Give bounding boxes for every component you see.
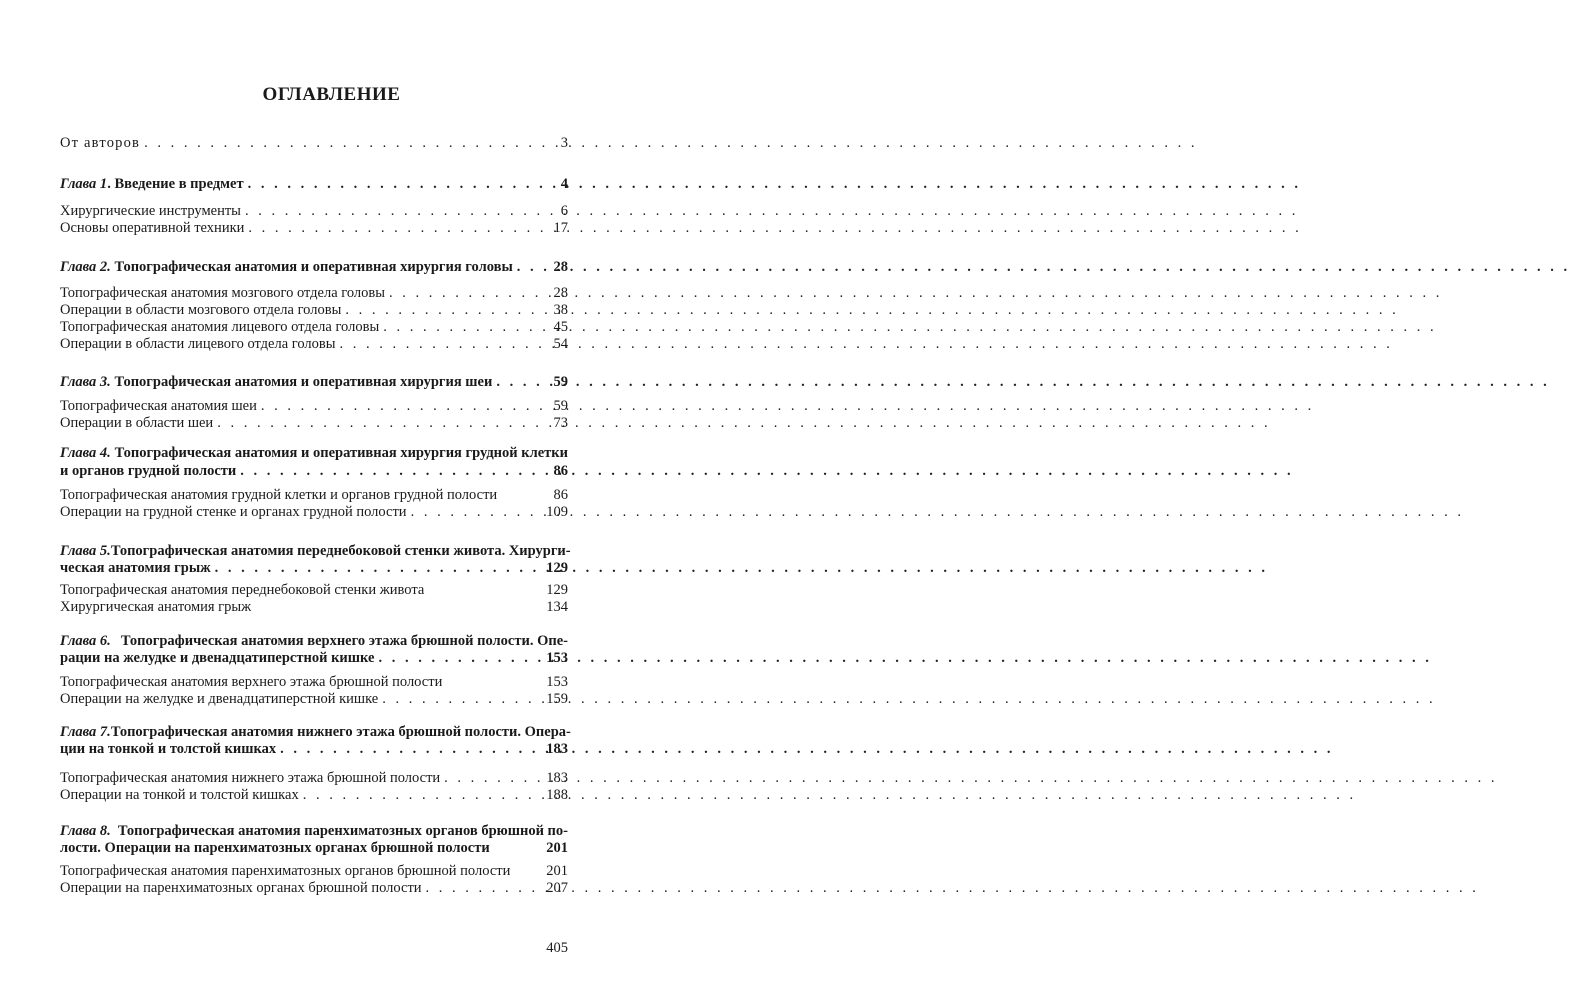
toc-page-number: 28 bbox=[553, 259, 568, 275]
toc-page-number: 86 bbox=[553, 463, 568, 479]
toc-chapter-3[interactable] bbox=[60, 372, 568, 392]
chapter-title: . Введение в предмет bbox=[107, 176, 244, 192]
chapter-label: Глава 6. bbox=[60, 633, 111, 649]
toc-chapter-6[interactable] bbox=[60, 648, 568, 668]
toc-entry-text: Топографическая анатомия нижнего этажа брюшной полости bbox=[60, 770, 441, 786]
dot-leader bbox=[517, 257, 540, 277]
dot-leader bbox=[426, 878, 540, 898]
toc-page-number: 17 bbox=[553, 220, 568, 236]
dot-leader bbox=[217, 413, 540, 433]
dot-leader bbox=[303, 785, 540, 805]
toc-chapter-8[interactable] bbox=[60, 838, 568, 858]
toc-entry-text: Топографическая анатомия верхнего этажа брюшной полости bbox=[60, 674, 443, 690]
chapter-title-cont: ческая анатомия грыж bbox=[60, 560, 211, 576]
dot-leader bbox=[340, 334, 540, 354]
toc-page-number: 59 bbox=[553, 398, 568, 414]
toc-page-number: 183 bbox=[546, 770, 568, 786]
toc-entry[interactable] bbox=[60, 502, 568, 522]
toc-entry-text: Основы оперативной техники bbox=[60, 220, 245, 236]
toc-page-number: 54 bbox=[553, 336, 568, 352]
chapter-title: Топографическая анатомия и оперативная хирургия грудной клетки bbox=[114, 445, 568, 461]
dot-leader bbox=[280, 739, 540, 759]
toc-page-number: 129 bbox=[546, 560, 568, 576]
toc-entry-text: Топографическая анатомия грудной клетки и органов грудной полости bbox=[60, 487, 498, 503]
page-title: ОГЛАВЛЕНИЕ bbox=[262, 84, 401, 105]
toc-page-number: 45 bbox=[553, 319, 568, 335]
chapter-label: Глава 1 bbox=[60, 176, 108, 192]
toc-page-number: 183 bbox=[546, 741, 568, 757]
toc-chapter-7[interactable] bbox=[60, 739, 568, 759]
chapter-label: Глава 4. bbox=[60, 445, 111, 461]
toc-page-number: 207 bbox=[546, 880, 568, 896]
toc-entry-intro[interactable] bbox=[60, 133, 568, 153]
toc-entry-text: Топографическая анатомия мозгового отдела головы bbox=[60, 285, 385, 301]
toc-entry[interactable] bbox=[60, 413, 568, 433]
toc-page-number: 188 bbox=[546, 787, 568, 803]
dot-leader bbox=[378, 648, 540, 668]
toc-entry[interactable] bbox=[60, 218, 568, 238]
toc-page-number: 4 bbox=[560, 176, 568, 192]
toc-chapter-4-line1[interactable] bbox=[60, 443, 568, 463]
toc-entry-text: Хирургическая анатомия грыж bbox=[60, 599, 252, 615]
toc-entry-text: От авторов bbox=[60, 135, 141, 151]
chapter-title-cont: ции на тонкой и толстой кишках bbox=[60, 741, 277, 757]
toc-page bbox=[0, 0, 663, 1001]
chapter-title: Топографическая анатомия и оперативная хирургия шеи bbox=[110, 374, 493, 390]
toc-entry-text: Топографическая анатомия шеи bbox=[60, 398, 257, 414]
chapter-label: Глава 7. bbox=[60, 724, 111, 740]
toc-page-number: 28 bbox=[553, 285, 568, 301]
dot-leader bbox=[240, 461, 540, 481]
toc-entry[interactable] bbox=[60, 785, 568, 805]
toc-entry[interactable] bbox=[60, 597, 568, 617]
chapter-title: Топографическая анатомия и оперативная хирургия головы bbox=[110, 259, 513, 275]
toc-entry-text: Операции в области лицевого отдела головы bbox=[60, 336, 336, 352]
toc-entry-text: Операции в области шеи bbox=[60, 415, 214, 431]
chapter-title: Топографическая анатомия нижнего этажа брюшной полости. Опера- bbox=[110, 724, 571, 740]
toc-page-number: 201 bbox=[546, 840, 568, 856]
chapter-title-cont: лости. Операции на паренхиматозных органах брюшной полости bbox=[60, 840, 490, 856]
toc-page-number: 59 bbox=[553, 374, 568, 390]
chapter-title: Топографическая анатомия верхнего этажа брюшной полости. Опе- bbox=[120, 633, 568, 649]
toc-chapter-5[interactable] bbox=[60, 558, 568, 578]
toc-page-number: 109 bbox=[546, 504, 568, 520]
toc-chapter-1[interactable] bbox=[60, 174, 568, 194]
toc-entry-text: Операции на тонкой и толстой кишках bbox=[60, 787, 299, 803]
toc-page-number: 201 bbox=[546, 863, 568, 879]
toc-page-number: 3 bbox=[560, 135, 568, 151]
dot-leader bbox=[215, 558, 540, 578]
toc-chapter-2[interactable] bbox=[60, 257, 568, 277]
dot-leader bbox=[248, 218, 540, 238]
dot-leader bbox=[411, 502, 540, 522]
toc-entry-text: Топографическая анатомия переднебоковой стенки живота bbox=[60, 582, 425, 598]
toc-page-number: 129 bbox=[546, 582, 568, 598]
toc-page-number: 38 bbox=[553, 302, 568, 318]
toc-entry-text: Топографическая анатомия паренхиматозных органов брюшной полости bbox=[60, 863, 511, 879]
toc-entry-text: Топографическая анатомия лицевого отдела головы bbox=[60, 319, 380, 335]
dot-leader bbox=[144, 133, 540, 153]
toc-entry-text: Операции в области мозгового отдела головы bbox=[60, 302, 342, 318]
toc-page-number: 86 bbox=[553, 487, 568, 503]
dot-leader bbox=[382, 689, 540, 709]
chapter-label: Глава 2. bbox=[60, 259, 111, 275]
chapter-label: Глава 3. bbox=[60, 374, 111, 390]
chapter-label: Глава 8. bbox=[60, 823, 111, 839]
toc-page-number: 159 bbox=[546, 691, 568, 707]
toc-entry[interactable] bbox=[60, 878, 568, 898]
toc-entry[interactable] bbox=[60, 334, 568, 354]
toc-entry-text: Операции на желудке и двенадцатиперстной кишке bbox=[60, 691, 379, 707]
toc-entry[interactable] bbox=[60, 689, 568, 709]
chapter-title: Топографическая анатомия переднебоковой стенки живота. Хирурги- bbox=[110, 543, 571, 559]
chapter-title-cont: и органов грудной полости bbox=[60, 463, 237, 479]
toc-entry-text: Операции на паренхиматозных органах брюшной полости bbox=[60, 880, 422, 896]
toc-page-number: 73 bbox=[553, 415, 568, 431]
chapter-title: Топографическая анатомия паренхиматозных органов брюшной по- bbox=[117, 823, 568, 839]
toc-page-number: 153 bbox=[546, 650, 568, 666]
dot-leader bbox=[248, 174, 540, 194]
folio-page-number: 405 bbox=[546, 940, 568, 956]
toc-page-number: 153 bbox=[546, 674, 568, 690]
chapter-label: Глава 5. bbox=[60, 543, 111, 559]
toc-page-number: 6 bbox=[560, 203, 568, 219]
toc-entry-text: Операции на грудной стенке и органах грудной полости bbox=[60, 504, 407, 520]
toc-page-number: 134 bbox=[546, 599, 568, 615]
toc-entry-text: Хирургические инструменты bbox=[60, 203, 241, 219]
toc-chapter-4[interactable] bbox=[60, 461, 568, 481]
dot-leader bbox=[496, 372, 540, 392]
chapter-title-cont: рации на желудке и двенадцатиперстной кишке bbox=[60, 650, 375, 666]
